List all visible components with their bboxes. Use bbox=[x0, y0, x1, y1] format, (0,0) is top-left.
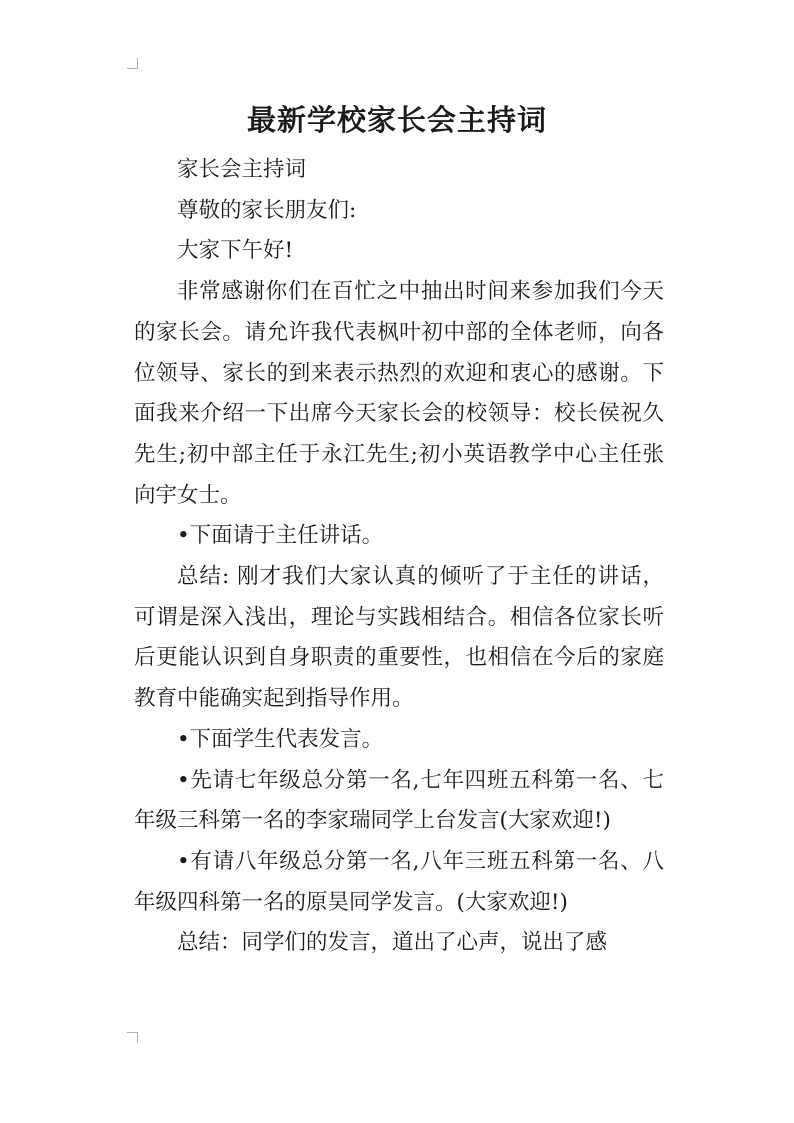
paragraph-grade8-student: •有请八年级总分第一名,八年三班五科第一名、八年级四科第一名的原昊同学发言。(大家欢迎!) bbox=[134, 848, 664, 915]
paragraph-director-speech: •下面请于主任讲话。 bbox=[177, 523, 384, 549]
paragraph-welcome: 非常感谢你们在百忙之中抽出时间来参加我们今天的家长会。请允许我代表枫叶初中部的全体老师，向各位领导、家长的到来表示热烈的欢迎和衷心的感谢。下面我来介绍一下出席今天家长会的校领导：校长侯祝久先生;初中部主任于永江先生;初小英语教学中心主任张向宇女士。 bbox=[134, 279, 664, 508]
document-body bbox=[134, 150, 664, 964]
crop-mark-bottom bbox=[127, 1032, 138, 1043]
paragraph-summary-2: 总结：同学们的发言，道出了心声，说出了感 bbox=[177, 930, 608, 956]
paragraph-greeting: 大家下午好! bbox=[177, 238, 294, 264]
crop-mark-top bbox=[127, 58, 138, 69]
paragraph-grade7-student: •先请七年级总分第一名,七年四班五科第一名、七年级三科第一名的李家瑞同学上台发言(大家欢迎!) bbox=[134, 767, 664, 834]
paragraph-heading: 家长会主持词 bbox=[177, 157, 307, 182]
paragraph-summary-1: 总结: 刚才我们大家认真的倾听了于主任的讲话，可谓是深入浅出，理论与实践相结合。相信各位家长听后更能认识到自身职责的重要性，也相信在今后的家庭教育中能确实起到指导作用。 bbox=[134, 564, 664, 712]
document-title: 最新学校家长会主持词 bbox=[246, 103, 547, 137]
paragraph-student-speech: •下面学生代表发言。 bbox=[177, 726, 384, 752]
paragraph-salutation: 尊敬的家长朋友们: bbox=[177, 197, 357, 223]
